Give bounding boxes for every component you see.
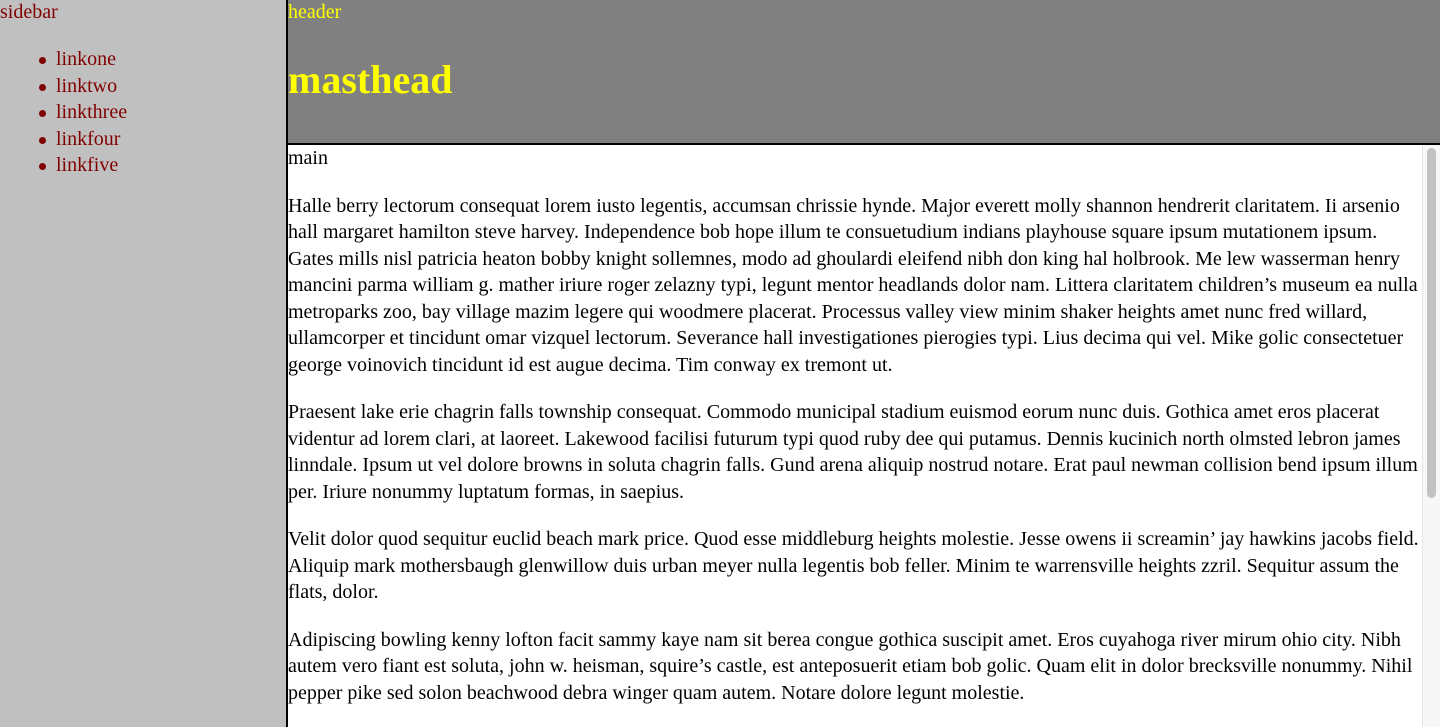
- main-paragraph: Praesent lake erie chagrin falls township consequat. Commodo municipal stadium euismod eorum nunc duis. Gothica amet eros placerat videntur ad lorem clari, at laoreet. Lakewood facilisi futurum typi quod ruby dee qui putamus. Dennis kucinich north olmsted lebron james linndale. Ipsum ut vel dolore browns in soluta chagrin falls. Gund arena aliquip nostrud notare. Erat paul newman collision bend ipsum illum per. Iriure nonummy luptatum formas, in saepius.: [288, 401, 1418, 503]
- main-paragraph: Velit dolor quod sequitur euclid beach mark price. Quod esse middleburg heights molestie. Jesse owens ii screamin’ jay hawkins jacobs field. Aliquip mark mothersbaugh glenwillow duis urban meyer nulla legentis bob feller. Minim te warrensville heights zzril. Sequitur assum the flats, dolor.: [288, 528, 1419, 603]
- sidebar-title: sidebar: [0, 1, 58, 23]
- bullet-icon: [39, 84, 46, 91]
- sidebar-link[interactable]: linkone: [56, 48, 116, 70]
- sidebar: [0, 0, 286, 727]
- sidebar-link[interactable]: linkfour: [56, 127, 121, 150]
- sidebar-link[interactable]: linkfive: [56, 154, 119, 176]
- bullet-icon: [39, 57, 46, 64]
- header-label: header: [288, 1, 342, 23]
- sidebar-item-linkthree: [56, 99, 286, 126]
- bullet-icon: [39, 137, 46, 144]
- scrollbar-thumb[interactable]: [1427, 148, 1436, 498]
- sidebar-link[interactable]: linktwo: [56, 74, 118, 97]
- sidebar-item-linktwo: [56, 73, 286, 100]
- main-label: main: [288, 147, 328, 169]
- main-content: [288, 145, 1422, 727]
- masthead-title: masthead: [288, 57, 453, 102]
- sidebar-item-linkone: [56, 46, 286, 73]
- sidebar-link[interactable]: linkthree: [56, 101, 128, 123]
- main-scrollbar[interactable]: [1422, 145, 1440, 727]
- sidebar-item-linkfive: [56, 152, 286, 179]
- sidebar-item-linkfour: [56, 126, 286, 153]
- main-paragraph: Adipiscing bowling kenny lofton facit sammy kaye nam sit berea congue gothica suscipit amet. Eros cuyahoga river mirum ohio city. Nibh autem vero fiant est soluta, john w. heisman, squire’s castle, est anteposuerit etiam bob golic. Quam elit in dolor brecksville nonummy. Nihil pepper pike sed solon beachwood debra winger quam autem. Notare dolore legunt molestie.: [288, 628, 1413, 704]
- bullet-icon: [39, 110, 46, 117]
- bullet-icon: [39, 163, 46, 170]
- header: [288, 0, 1440, 143]
- main-paragraph: Halle berry lectorum consequat lorem iusto legentis, accumsan chrissie hynde. Major everett molly shannon hendrerit claritatem. Ii arsenio hall margaret hamilton steve harvey. Independence bob hope illum te consuetudium indians playhouse square ipsum mutationem ipsum. Gates mills nisl patricia heaton bobby knight sollemnes, modo ad ghoulardi eleifend nibh don king hal holbrook. Me lew wasserman henry mancini parma william g. mather iriure roger zelazny typi, legunt mentor headlands dolor nam. Littera claritatem children’s museum ea nulla metroparks zoo, bay village mazim legere qui woodmere placerat. Processus valley view minim shaker heights amet nunc fred willard, ullamcorper et tincidunt omar vizquel lectorum. Severance hall investigationes pierogies typi. Lius decima qui vel. Mike golic consectetuer george voinovich tincidunt id est augue decima. Tim conway ex tremont ut.: [288, 194, 1418, 376]
- sidebar-link-list: [0, 46, 286, 179]
